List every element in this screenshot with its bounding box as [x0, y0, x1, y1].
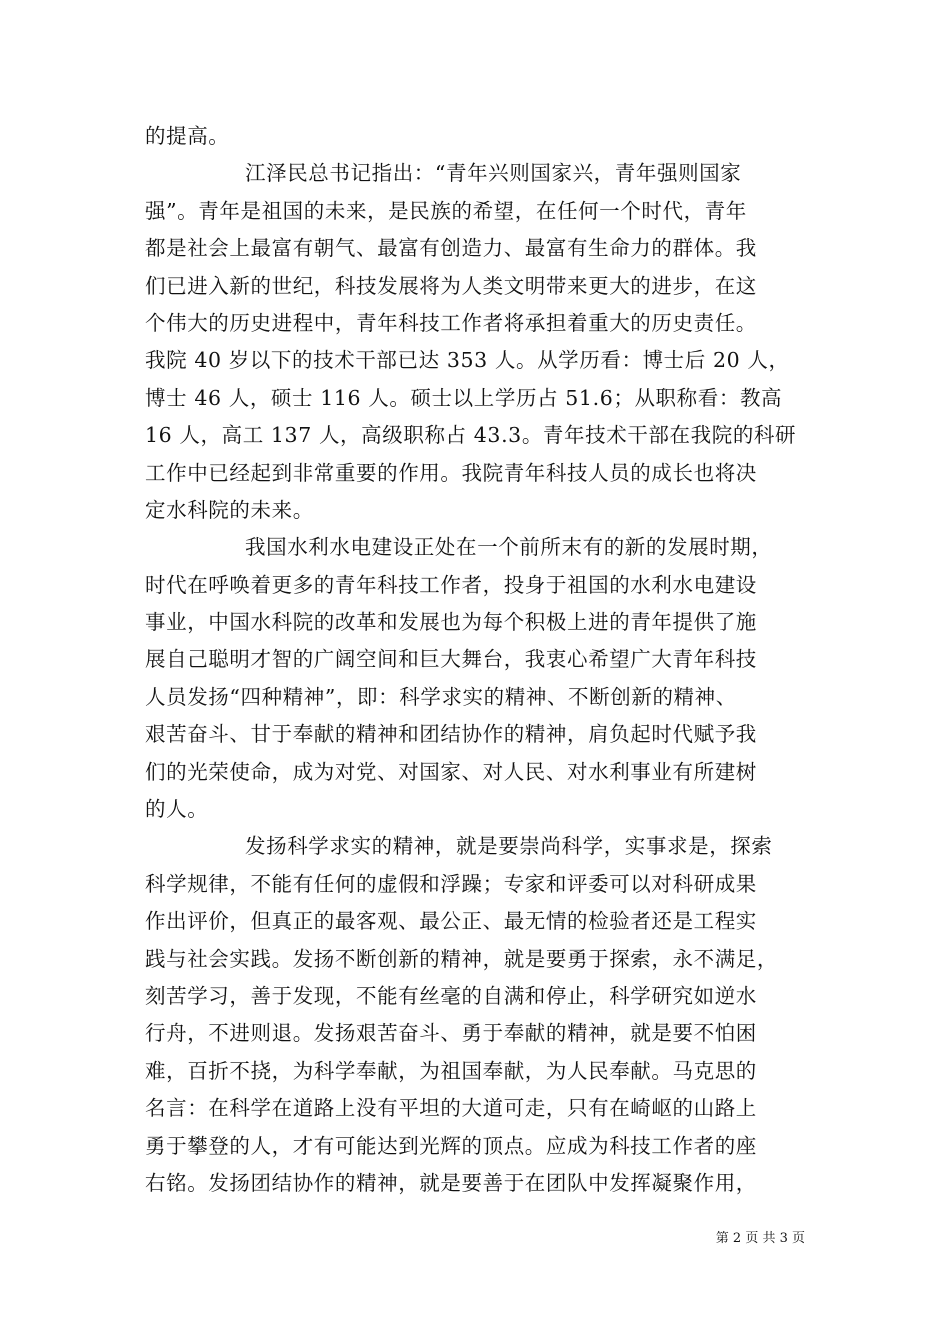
text-line: 践与社会实践。发扬不断创新的精神，就是要勇于探索，永不满足，	[145, 946, 778, 971]
text-line: 工作中已经起到非常重要的作用。我院青年科技人员的成长也将决	[145, 460, 757, 485]
text-line: 16 人，高工 137 人，高级职称占 43.3。青年技术干部在我院的科研	[145, 423, 797, 448]
text-line: 展自己聪明才智的广阔空间和巨大舞台，我衷心希望广大青年科技	[145, 647, 757, 672]
text-line: 们已进入新的世纪，科技发展将为人类文明带来更大的进步，在这	[145, 273, 757, 298]
text-line: 人员发扬“四种精神”，即：科学求实的精神、不断创新的精神、	[145, 684, 737, 709]
text-line: 科学规律，不能有任何的虚假和浮躁；专家和评委可以对科研成果	[145, 871, 757, 896]
text-line: 个伟大的历史进程中，青年科技工作者将承担着重大的历史责任。	[145, 310, 757, 335]
text-line: 时代在呼唤着更多的青年科技工作者，投身于祖国的水利水电建设	[145, 572, 757, 597]
text-line: 江泽民总书记指出：“青年兴则国家兴，青年强则国家	[245, 161, 742, 186]
page-footer: 第 2 页 共 3 页	[715, 1231, 805, 1246]
text-line: 难，百折不挠，为科学奉献，为祖国奉献，为人民奉献。马克思的	[145, 1058, 757, 1083]
text-line: 行舟，不进则退。发扬艰苦奋斗、勇于奉献的精神，就是要不怕困	[145, 1021, 757, 1046]
text-line: 事业，中国水科院的改革和发展也为每个积极上进的青年提供了施	[145, 610, 757, 635]
paragraph	[145, 529, 825, 828]
text-line: 右铭。发扬团结协作的精神，就是要善于在团队中发挥凝聚作用，	[145, 1170, 757, 1195]
body-text	[145, 118, 825, 1202]
text-line: 勇于攀登的人，才有可能达到光辉的顶点。应成为科技工作者的座	[145, 1133, 757, 1158]
text-line: 发扬科学求实的精神，就是要崇尚科学，实事求是，探索	[245, 834, 773, 859]
text-line: 刻苦学习，善于发现，不能有丝毫的自满和停止，科学研究如逆水	[145, 983, 757, 1008]
paragraph	[145, 828, 825, 1202]
text-line: 的提高。	[145, 124, 230, 148]
text-line: 我院 40 岁以下的技术干部已达 353 人。从学历看：博士后 20 人，	[145, 348, 790, 373]
text-line: 都是社会上最富有朝气、最富有创造力、最富有生命力的群体。我	[145, 236, 757, 261]
text-line: 们的光荣使命，成为对党、对国家、对人民、对水利事业有所建树	[145, 759, 757, 784]
text-line: 作出评价，但真正的最客观、最公正、最无情的检验者还是工程实	[145, 909, 757, 934]
paragraph	[145, 118, 825, 155]
text-line: 强”。青年是祖国的未来，是民族的希望，在任何一个时代，青年	[145, 198, 747, 223]
text-line: 我国水利水电建设正处在一个前所末有的新的发展时期，	[245, 535, 773, 560]
text-line: 名言：在科学在道路上没有平坦的大道可走，只有在崎岖的山路上	[145, 1096, 757, 1121]
text-line: 艰苦奋斗、甘于奉献的精神和团结协作的精神，肩负起时代赋予我	[145, 722, 757, 747]
text-line: 的人。	[145, 797, 209, 822]
paragraph	[145, 155, 825, 529]
text-line: 定水科院的未来。	[145, 497, 314, 522]
text-line: 博士 46 人，硕士 116 人。硕士以上学历占 51.6；从职称看：教高	[145, 385, 783, 410]
